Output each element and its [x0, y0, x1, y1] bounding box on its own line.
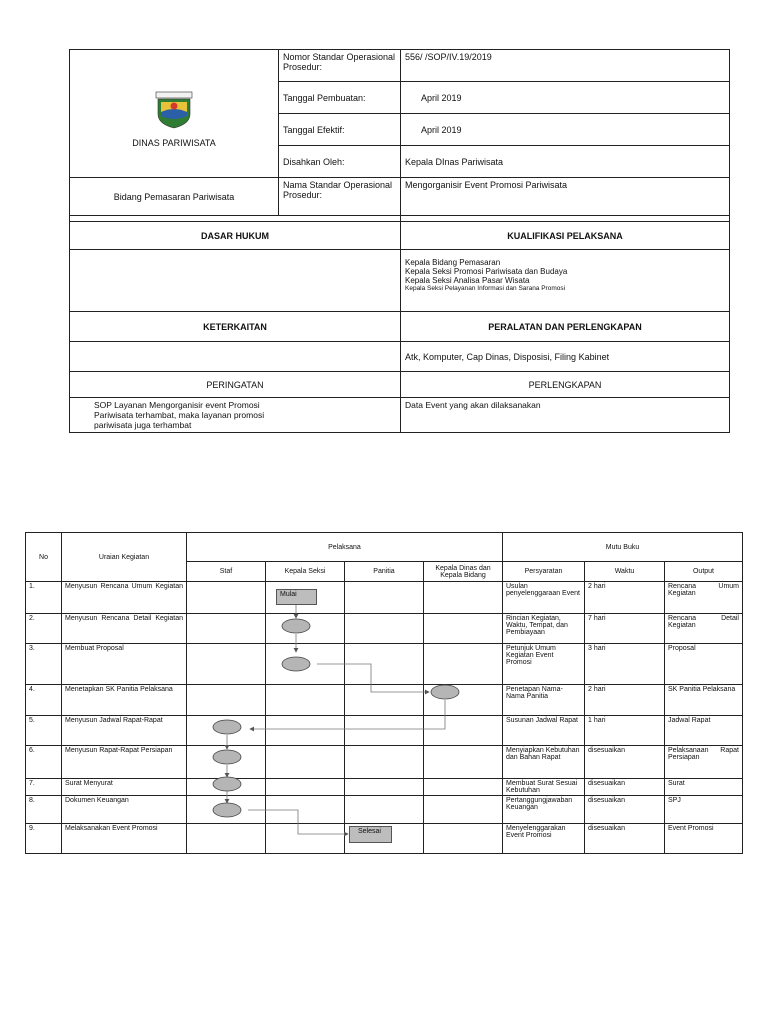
row-no: 6.: [26, 746, 62, 779]
keterkaitan-title: KETERKAITAN: [70, 312, 401, 342]
row-syarat: Pertanggungjawaban Keuangan: [503, 796, 585, 824]
peralatan-title: PERALATAN DAN PERLENGKAPAN: [401, 312, 730, 342]
peringatan-value: SOP Layanan Mengorganisir event Promosi Pariwisata terhambat, maka layanan promosi pariwisata juga terhambat: [70, 398, 401, 433]
row-output: SK Panitia Pelaksana: [665, 685, 743, 716]
perlengkapan-title: PERLENGKAPAN: [401, 372, 730, 398]
row-waktu: disesuaikan: [585, 824, 665, 854]
col-uraian: Uraian Kegiatan: [62, 533, 187, 582]
peralatan-value: Atk, Komputer, Cap Dinas, Disposisi, Filing Kabinet: [401, 342, 730, 372]
col-panitia: Panitia: [345, 562, 424, 582]
table-row: [26, 644, 743, 685]
row-no: 4.: [26, 685, 62, 716]
row-value: 556/ /SOP/IV.19/2019: [401, 50, 730, 82]
row-uraian: Melaksanakan Event Promosi: [62, 824, 187, 854]
table-row: [26, 796, 743, 824]
kualifikasi-item: Kepala Bidang Pemasaran: [405, 258, 501, 267]
row-output: Pelaksanaan Rapat Persiapan: [665, 746, 743, 779]
row-waktu: disesuaikan: [585, 796, 665, 824]
row-no: 8.: [26, 796, 62, 824]
row-label: Tanggal Efektif:: [279, 114, 401, 146]
sop-header-table: [69, 49, 730, 433]
row-output: Event Promosi: [665, 824, 743, 854]
table-row: [26, 685, 743, 716]
row-no: 2.: [26, 614, 62, 644]
kualifikasi-item: Kepala Seksi Analisa Pasar Wisata: [405, 276, 530, 285]
row-value: April 2019: [401, 82, 730, 114]
row-value: April 2019: [401, 114, 730, 146]
row-uraian: Menyusun Jadwal Rapat-Rapat: [62, 716, 187, 746]
col-waktu: Waktu: [585, 562, 665, 582]
row-value: Mengorganisir Event Promosi Pariwisata: [401, 178, 730, 216]
col-pelaksana: Pelaksana: [187, 533, 503, 562]
row-waktu: 1 hari: [585, 716, 665, 746]
row-syarat: Membuat Surat Sesuai Kebutuhan: [503, 779, 585, 796]
row-waktu: disesuaikan: [585, 779, 665, 796]
row-syarat: Usulan penyelenggaraan Event: [503, 582, 585, 614]
perlengkapan-value: Data Event yang akan dilaksanakan: [401, 398, 730, 433]
col-no: No: [26, 533, 62, 582]
row-no: 5.: [26, 716, 62, 746]
division-name: Bidang Pemasaran Pariwisata: [70, 178, 279, 216]
row-syarat: Petunjuk Umum Kegiatan Event Promosi: [503, 644, 585, 685]
row-label: Nomor Standar Operasional Prosedur:: [279, 50, 401, 82]
col-staf: Staf: [187, 562, 266, 582]
table-row: [26, 746, 743, 779]
table-row: [26, 716, 743, 746]
row-no: 3.: [26, 644, 62, 685]
row-output: Rencana Umum Kegiatan: [665, 582, 743, 614]
org-name: DINAS PARIWISATA: [132, 137, 216, 148]
kualifikasi-item: Kepala Seksi Promosi Pariwisata dan Budaya: [405, 267, 568, 276]
row-waktu: 7 hari: [585, 614, 665, 644]
pesisir-barat-logo-icon: [152, 90, 196, 130]
row-uraian: Menyusun Rapat-Rapat Persiapan: [62, 746, 187, 779]
row-waktu: 2 hari: [585, 582, 665, 614]
row-syarat: Menyiapkan Kebutuhan dan Bahan Rapat: [503, 746, 585, 779]
row-value: Kepala DInas Pariwisata: [401, 146, 730, 178]
row-label: Tanggal Pembuatan:: [279, 82, 401, 114]
row-output: Rencana Detail Kegiatan: [665, 614, 743, 644]
row-uraian: Menyusun Rencana Detail Kegiatan: [62, 614, 187, 644]
row-waktu: 3 hari: [585, 644, 665, 685]
col-persyaratan: Persyaratan: [503, 562, 585, 582]
row-syarat: Rincian Kegiatan, Waktu, Tempat, dan Pembiayaan: [503, 614, 585, 644]
row-label: Disahkan Oleh:: [279, 146, 401, 178]
row-output: Surat: [665, 779, 743, 796]
row-uraian: Membuat Proposal: [62, 644, 187, 685]
col-kepala-seksi: Kepala Seksi: [266, 562, 345, 582]
row-uraian: Dokumen Keuangan: [62, 796, 187, 824]
row-syarat: Susunan Jadwal Rapat: [503, 716, 585, 746]
start-node: Mulai: [276, 589, 317, 605]
row-output: Proposal: [665, 644, 743, 685]
dasar-hukum-title: DASAR HUKUM: [70, 222, 401, 250]
row-no: 1.: [26, 582, 62, 614]
row-uraian: Menetapkan SK Panitia Pelaksana: [62, 685, 187, 716]
row-uraian: Menyusun Rencana Umum Kegiatan: [62, 582, 187, 614]
table-row: [26, 582, 743, 614]
flow-table: [25, 532, 743, 854]
col-output: Output: [665, 562, 743, 582]
table-row: [26, 614, 743, 644]
row-no: 9.: [26, 824, 62, 854]
kualifikasi-list: [401, 250, 730, 312]
org-cell: [70, 50, 279, 178]
table-row: [26, 779, 743, 796]
col-kepala-dinas: Kepala Dinas dan Kepala Bidang: [424, 562, 503, 582]
peringatan-title: PERINGATAN: [70, 372, 401, 398]
kualifikasi-title: KUALIFIKASI PELAKSANA: [401, 222, 730, 250]
row-waktu: 2 hari: [585, 685, 665, 716]
kualifikasi-item: Kepala Seksi Pelayanan Informasi dan Sarana Promosi: [405, 285, 566, 292]
row-output: Jadwal Rapat: [665, 716, 743, 746]
row-no: 7.: [26, 779, 62, 796]
row-syarat: Menyelenggarakan Event Promosi: [503, 824, 585, 854]
row-waktu: disesuaikan: [585, 746, 665, 779]
row-syarat: Penetapan Nama-Nama Panitia: [503, 685, 585, 716]
row-output: SPJ: [665, 796, 743, 824]
col-mutu: Mutu Buku: [503, 533, 743, 562]
end-node: Selesai: [349, 826, 392, 843]
row-uraian: Surat Menyurat: [62, 779, 187, 796]
row-label: Nama Standar Operasional Prosedur:: [279, 178, 401, 216]
